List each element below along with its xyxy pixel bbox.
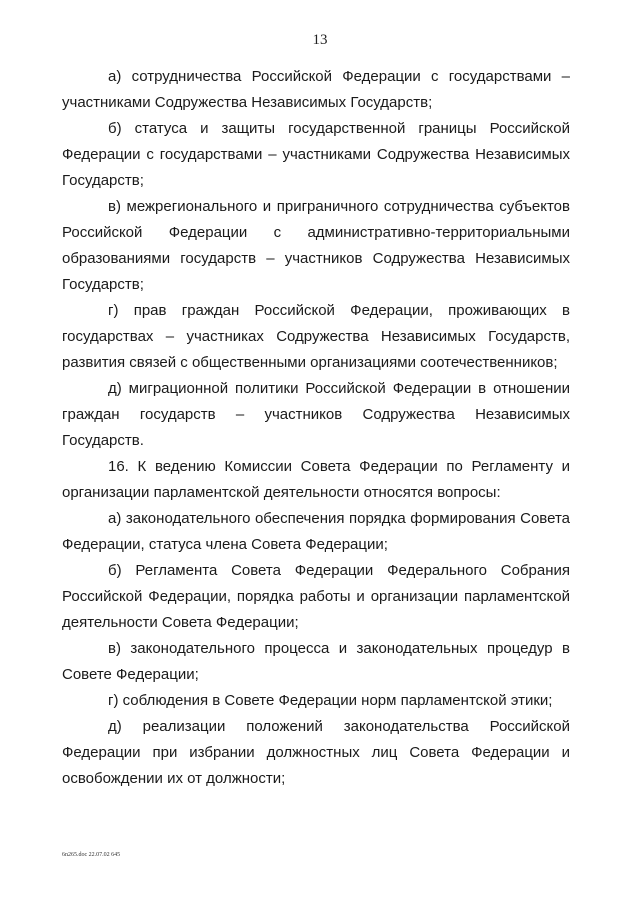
paragraph-15a: а) сотрудничества Российской Федерации с государствами – участниками Содружества Независимых Государств; <box>62 68 570 111</box>
paragraph-16a: а) законодательного обеспечения порядка формирования Совета Федерации, статуса члена Совета Федерации; <box>62 510 570 553</box>
paragraph-16g: г) соблюдения в Совете Федерации норм парламентской этики; <box>108 692 553 709</box>
paragraph-16v: в) законодательного процесса и законодательных процедур в Совете Федерации; <box>62 640 570 683</box>
paragraph-15v: в) межрегионального и приграничного сотрудничества субъектов Российской Федерации с административно-территориальными образованиями государств – участников Содружества Независимых Государств; <box>62 198 570 293</box>
footer-file-stamp: 6n265.doc 22.07.02 645 <box>62 852 121 858</box>
paragraph-16b: б) Регламента Совета Федерации Федерального Собрания Российской Федерации, порядка работы и организации парламентской деятельности Совета Федерации; <box>62 562 570 631</box>
paragraph-15b: б) статуса и защиты государственной границы Российской Федерации с государствами – участниками Содружества Независимых Государств; <box>62 120 570 189</box>
paragraph-16d: д) реализации положений законодательства Российской Федерации при избрании должностных лиц Совета Федерации и освобождении их от должности; <box>62 718 570 787</box>
page-number: 13 <box>312 32 328 48</box>
body-text <box>62 64 570 792</box>
paragraph-15d: д) миграционной политики Российской Федерации в отношении граждан государств – участников Содружества Независимых Государств. <box>62 380 570 449</box>
paragraph-16: 16. К ведению Комиссии Совета Федерации по Регламенту и организации парламентской деятельности относятся вопросы: <box>62 458 570 501</box>
paragraph-15g: г) прав граждан Российской Федерации, проживающих в государствах – участниках Содружества Независимых Государств, развития связей с общественными организациями соотечественников; <box>62 302 570 371</box>
